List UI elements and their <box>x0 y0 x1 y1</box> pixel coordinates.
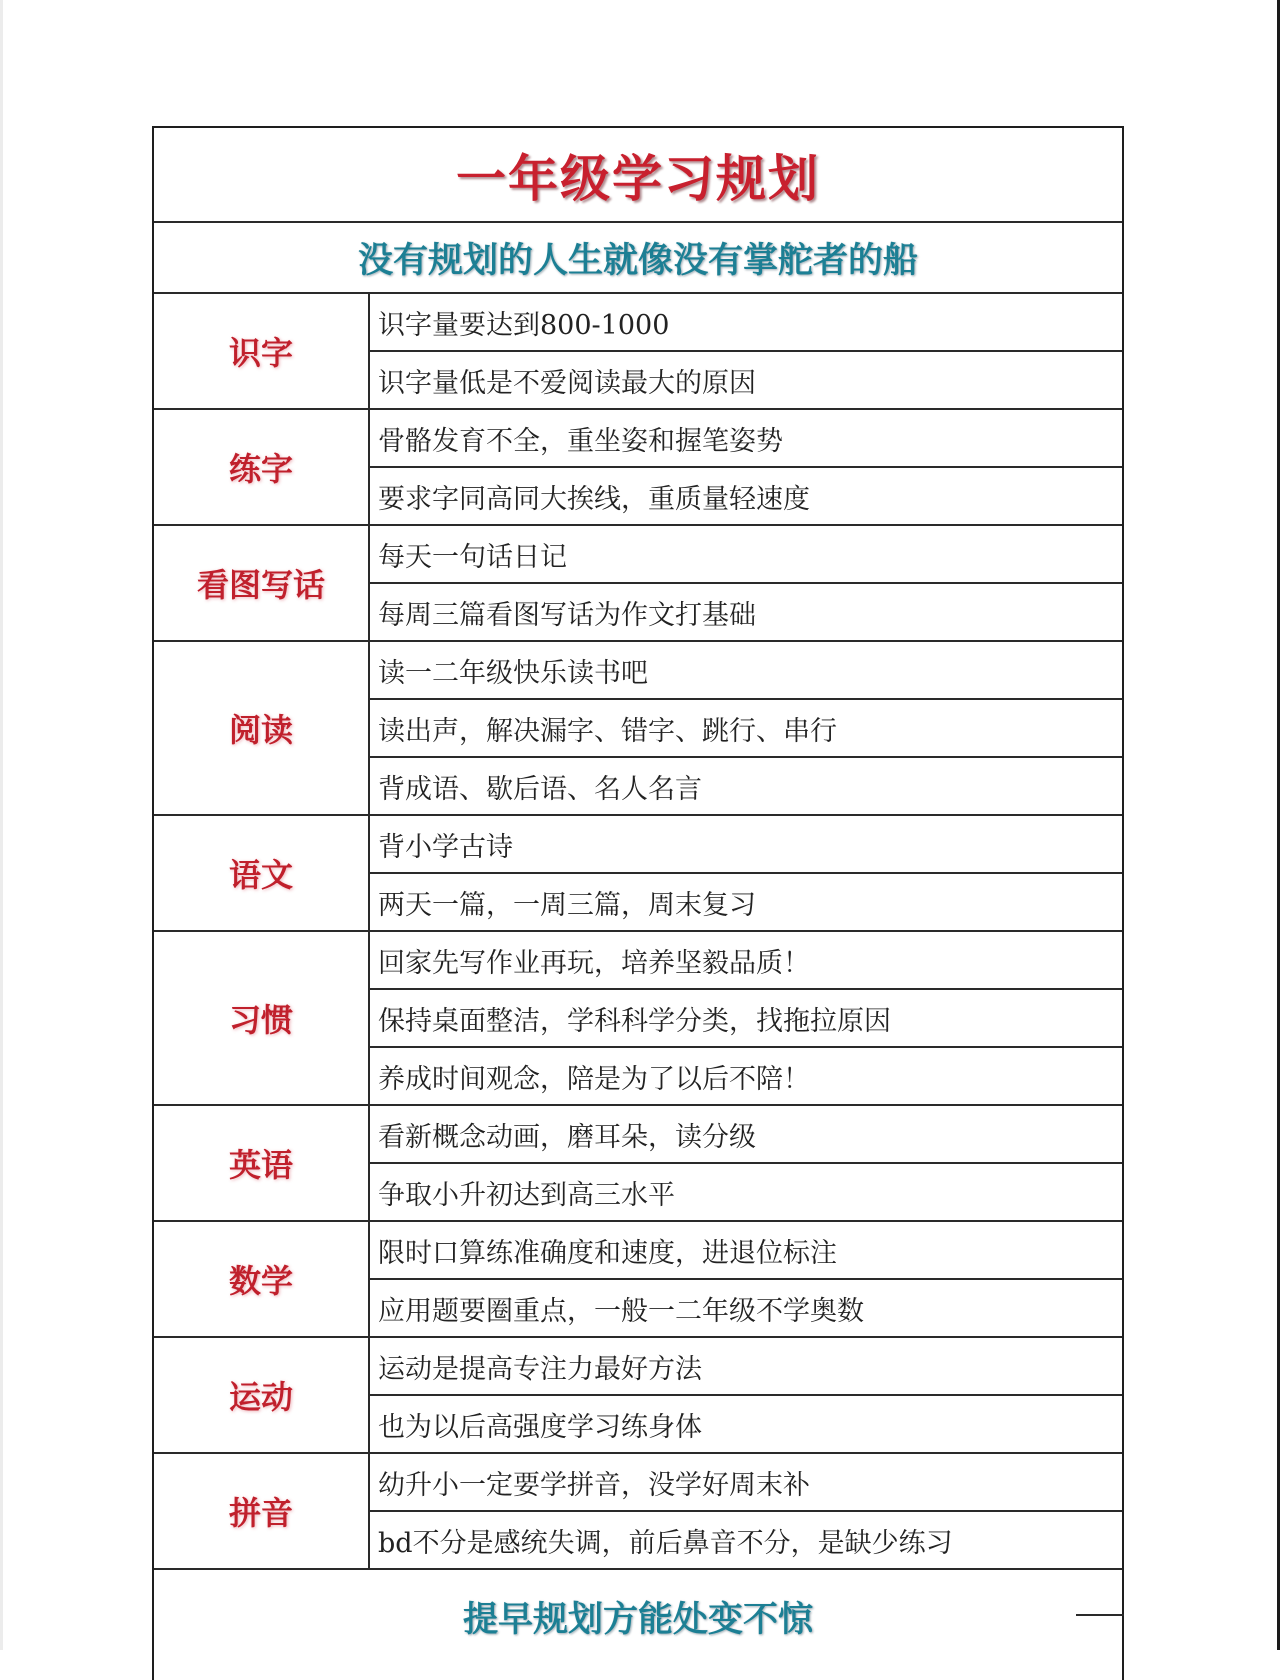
section-habits <box>154 932 1122 1106</box>
category-cell <box>154 294 370 408</box>
divider <box>1076 1614 1124 1616</box>
category-cell <box>154 1106 370 1220</box>
items-cell <box>370 526 1122 640</box>
items-cell <box>370 1338 1122 1452</box>
list-item: 读出声，解决漏字、错字、跳行、串行 <box>370 700 1122 758</box>
page-title: 一年级学习规划 <box>456 149 820 208</box>
section-handwriting <box>154 410 1122 526</box>
category-cell <box>154 642 370 814</box>
title-row <box>154 128 1122 223</box>
category-label: 练字 <box>228 450 293 488</box>
category-label: 习惯 <box>228 1001 293 1039</box>
items-cell <box>370 816 1122 930</box>
list-item: bd不分是感统失调，前后鼻音不分，是缺少练习 <box>378 1527 953 1559</box>
list-item: 背小学古诗 <box>370 816 1122 874</box>
items-cell <box>370 294 1122 408</box>
category-cell <box>154 932 370 1104</box>
list-item: 运动是提高专注力最好方法 <box>370 1338 1122 1396</box>
list-item: 限时口算练准确度和速度，进退位标注 <box>370 1222 1122 1280</box>
list-item: 背成语、歇后语、名人名言 <box>378 773 702 805</box>
category-cell <box>154 1454 370 1568</box>
section-math <box>154 1222 1122 1338</box>
category-label: 看图写话 <box>196 566 325 604</box>
items-cell <box>370 1106 1122 1220</box>
list-item: 每周三篇看图写话为作文打基础 <box>378 599 756 631</box>
list-item: 幼升小一定要学拼音，没学好周末补 <box>370 1454 1122 1512</box>
category-label: 数学 <box>228 1262 293 1300</box>
section-english <box>154 1106 1122 1222</box>
category-label: 拼音 <box>228 1494 293 1532</box>
footer-slogan: 提早规划方能处变不惊 <box>462 1600 813 1640</box>
subtitle-row <box>154 223 1122 294</box>
list-item: 识字量低是不爱阅读最大的原因 <box>378 367 756 399</box>
items-cell <box>370 1454 1122 1568</box>
list-item: 要求字同高同大挨线，重质量轻速度 <box>378 483 810 515</box>
page-edge-left <box>0 0 3 1650</box>
category-label: 运动 <box>228 1378 293 1416</box>
items-cell <box>370 1222 1122 1336</box>
list-item: 读一二年级快乐读书吧 <box>370 642 1122 700</box>
category-label: 阅读 <box>228 711 293 749</box>
section-chinese <box>154 816 1122 932</box>
items-cell <box>370 410 1122 524</box>
category-cell <box>154 1338 370 1452</box>
list-item: 两天一篇，一周三篇，周末复习 <box>378 889 756 921</box>
list-item: 识字量要达到800-1000 <box>370 294 1122 352</box>
list-item: 养成时间观念，陪是为了以后不陪！ <box>378 1063 810 1095</box>
category-label: 识字 <box>228 334 293 372</box>
list-item: 骨骼发育不全，重坐姿和握笔姿势 <box>370 410 1122 468</box>
category-cell <box>154 816 370 930</box>
category-label: 英语 <box>228 1146 293 1184</box>
footer-row <box>154 1570 1122 1680</box>
list-item: 回家先写作业再玩，培养坚毅品质！ <box>370 932 1122 990</box>
section-exercise <box>154 1338 1122 1454</box>
category-label: 语文 <box>228 856 293 894</box>
list-item: 看新概念动画，磨耳朵，读分级 <box>370 1106 1122 1164</box>
items-cell <box>370 642 1122 814</box>
category-cell <box>154 410 370 524</box>
items-cell <box>370 932 1122 1104</box>
list-item: 争取小升初达到高三水平 <box>378 1179 675 1211</box>
section-reading <box>154 642 1122 816</box>
category-cell <box>154 1222 370 1336</box>
category-cell <box>154 526 370 640</box>
section-picture-writing <box>154 526 1122 642</box>
section-literacy <box>154 294 1122 410</box>
list-item: 也为以后高强度学习练身体 <box>378 1411 702 1443</box>
page-subtitle: 没有规划的人生就像没有掌舵者的船 <box>357 240 918 281</box>
list-item: 应用题要圈重点，一般一二年级不学奥数 <box>378 1295 864 1327</box>
list-item: 每天一句话日记 <box>370 526 1122 584</box>
section-pinyin <box>154 1454 1122 1570</box>
study-plan-table <box>152 126 1124 1680</box>
list-item: 保持桌面整洁，学科科学分类，找拖拉原因 <box>370 990 1122 1048</box>
